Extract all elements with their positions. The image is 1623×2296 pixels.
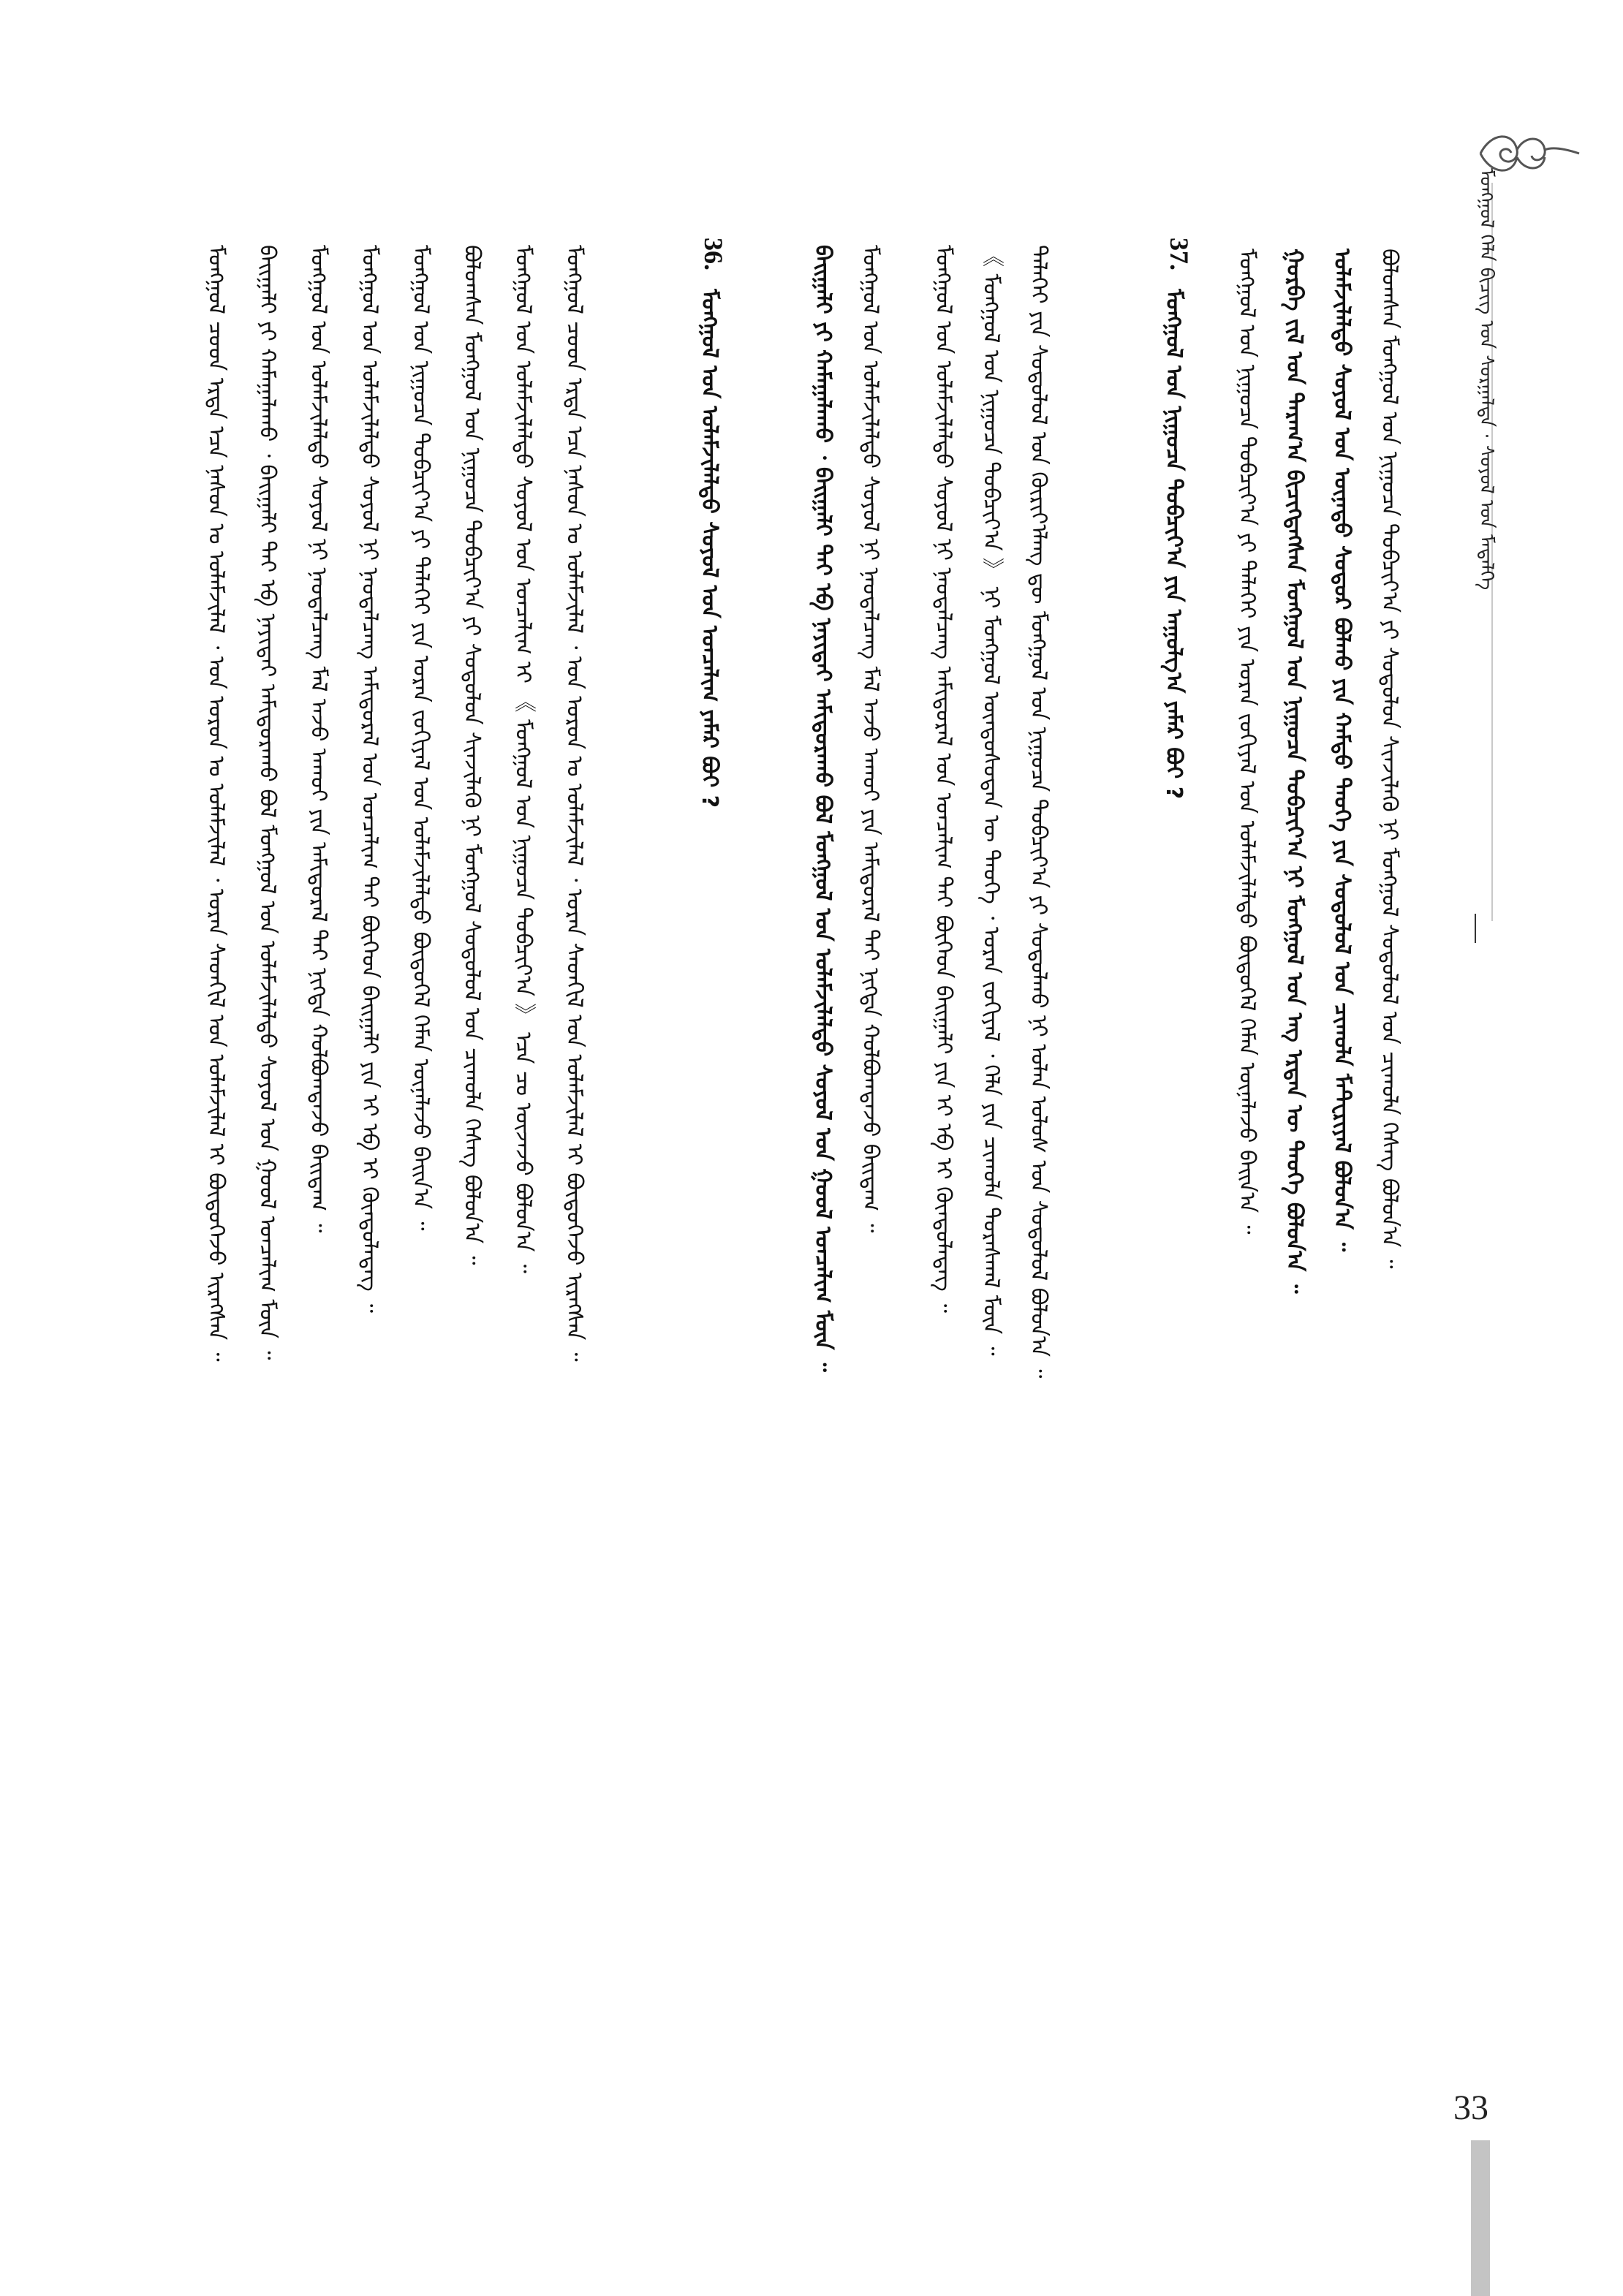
body-column-2: ᠤᠯᠠᠮᠵᠢᠯᠠᠯᠲᠤ ᠰᠣᠶᠣᠯ ᠤᠨ ᠦᠨᠡᠲᠦ ᠰᠤᠳᠤᠷ ᠪᠣᠯᠬᠤ ᠶᠢᠨ ᠬᠠᠮᠲᠤ ᠲᠡᠦᠬᠡ ᠶᠢᠨ ᠰᠤᠳᠤᠯᠤᠯ ᠤᠨ ᠴᠢᠬᠤᠯᠠ ᠮᠠᠲ᠋ᠧᠷᠢᠶᠠᠯ ᠪᠣᠯᠤᠨ᠎ᠠ ᠃	[1329, 249, 1355, 1252]
body-column-11: ᠮᠣᠩᠭᠣᠯ ᠤᠨ ᠤᠯᠠᠮᠵᠢᠯᠠᠯᠲᠤ ᠰᠣᠶᠣᠯ ᠤᠨ ᠣᠨᠴᠠᠯᠢᠭ ᠢ 《 ᠮᠣᠩᠭᠣᠯ ᠤᠨ ᠨᠢᠭᠤᠴᠠ ᠲᠣᠪᠴᠢᠶ᠎ᠠ 》 ᠡᠴᠡ ᠴᠤ ᠦᠵᠡᠵᠦ ᠪᠣᠯᠤᠨ᠎ᠠ ᠃	[510, 245, 536, 1273]
body-column-17: ᠮᠣᠩᠭᠣᠯ ᠴᠤᠳ ᠡᠷᠲᠡ ᠡᠴᠡ ᠨᠠᠰᠤᠨ ᠤ ᠤᠯᠠᠮᠵᠢᠯᠠᠯ ᠂ ᠡᠳ ᠣᠷᠣᠨ ᠤ ᠤᠯᠠᠮᠵᠢᠯᠠᠯ ᠂ ᠤᠷᠠᠨ ᠰᠡᠳᠬᠢᠯ ᠤᠨ ᠤᠯᠠᠮᠵᠢᠯᠠᠯ ᠢ ᠪᠦᠲᠦᠭᠡᠵᠦ ᠢᠷᠡᠭᠰᠡᠨ ᠃	[203, 245, 229, 1362]
body-column-12: ᠪᠣᠯᠤᠭᠰᠠᠨ ᠮᠣᠩᠭᠣᠯ ᠤᠨ ᠨᠢᠭᠤᠴᠠ ᠲᠣᠪᠴᠢᠶ᠎ᠠ ᠶᠢ ᠰᠤᠳᠤᠯᠤᠨ ᠰᠢᠨᠵᠢᠯᠡᠬᠦ ᠨᠢ ᠮᠣᠩᠭᠣᠯ ᠰᠤᠳᠤᠯᠤᠯ ᠤᠨ ᠴᠢᠬᠤᠯᠠ ᠬᠡᠰᠡᠭ ᠪᠣᠯᠤᠨ᠎ᠠ ᠃	[459, 245, 485, 1265]
body-column-13: ᠮᠣᠩᠭᠣᠯ ᠤᠨ ᠨᠢᠭᠤᠴᠠ ᠲᠣᠪᠴᠢᠶ᠎ᠠ ᠶᠢ ᠳᠡᠯᠡᠬᠡᠢ ᠶᠢᠨ ᠤᠷᠠᠨ ᠵᠣᠬᠢᠶᠠᠯ ᠤᠨ ᠤᠯᠠᠮᠵᠢᠯᠠᠯᠲᠤ ᠪᠦᠲᠦᠭᠡᠯ ᠬᠡᠮᠡᠨ ᠦᠨᠡᠯᠡᠵᠦ ᠪᠠᠢᠨ᠎ᠠ ᠃	[408, 245, 434, 1231]
side-tab-marker	[1471, 2140, 1490, 2296]
body-column-6: 《 ᠮᠣᠩᠭᠣᠯ ᠤᠨ ᠨᠢᠭᠤᠴᠠ ᠲᠣᠪᠴᠢᠶ᠎ᠠ 》 ᠨᠢ ᠮᠣᠩᠭᠣᠯ ᠦᠨᠳᠦᠰᠦᠲᠡᠨ ᠦ ᠲᠡᠦᠬᠡ ᠂ ᠤᠷᠠᠨ ᠵᠣᠬᠢᠶᠠᠯ ᠂ ᠬᠡᠯᠡ ᠶᠢᠨ ᠴᠢᠬᠤᠯᠠ ᠳᠤᠷᠠᠰᠬᠠᠯ ᠮᠥᠨ ᠃	[978, 245, 1004, 1356]
body-column-9: ᠪᠠᠢᠭᠠᠯᠢ ᠶᠢ ᠬᠠᠮᠠᠭᠠᠯᠠᠬᠤ ᠂ ᠪᠠᠢᠭᠠᠯᠢ ᠲᠠᠢ ᠡᠪ ᠨᠡᠶᠢᠲᠡᠢ ᠠᠮᠢᠳᠤᠷᠠᠬᠤ ᠪᠣᠯ ᠮᠣᠩᠭᠣᠯ ᠤᠨ ᠤᠯᠠᠮᠵᠢᠯᠠᠯᠲᠤ ᠰᠣᠶᠣᠯ ᠤᠨ ᠭᠣᠣᠯ ᠣᠨᠴᠠᠯᠢᠭ ᠮᠥᠨ ᠃	[810, 245, 836, 1372]
question-36-text: ᠮᠣᠩᠭᠣᠯ ᠤᠨ ᠤᠯᠠᠮᠵᠢᠯᠠᠯᠲᠤ ᠰᠣᠶᠣᠯ ᠤᠨ ᠣᠨᠴᠠᠯᠢᠭ ᠶᠠᠮᠠᠷ ᠪᠣᠢ ?	[697, 289, 722, 808]
question-36-number: 36.	[699, 238, 728, 270]
body-column-14: ᠮᠣᠩᠭᠣᠯ ᠤᠨ ᠤᠯᠠᠮᠵᠢᠯᠠᠯᠲᠤ ᠰᠣᠶᠣᠯ ᠨᠢ ᠨᠡᠦᠳᠡᠯᠴᠡᠩ ᠠᠮᠢᠳᠤᠷᠠᠯ ᠤᠨ ᠣᠨᠴᠠᠯᠢᠭ ᠲᠠᠢ ᠪᠥᠭᠡᠳ ᠪᠠᠢᠭᠠᠯᠢ ᠶᠢᠨ ᠡᠶ ᠡᠪ ᠢ ᠬᠦᠨᠳᠦᠯᠡᠳᠡᠭ ᠃	[357, 245, 382, 1313]
body-column-5: ᠳᠡᠯᠡᠬᠡᠢ ᠶᠢᠨ ᠰᠤᠳᠤᠯᠤᠯ ᠤᠨ ᠬᠦᠷᠢᠶ᠎ᠡᠯᠡᠩ ᠳᠦ ᠮᠣᠩᠭᠣᠯ ᠤᠨ ᠨᠢᠭᠤᠴᠠ ᠲᠣᠪᠴᠢᠶ᠎ᠠ ᠶᠢ ᠰᠤᠳᠤᠯᠬᠤ ᠨᠢ ᠣᠯᠠᠨ ᠤᠯᠤᠰ ᠤᠨ ᠰᠤᠳᠤᠯᠤᠯ ᠪᠣᠯᠤᠨ᠎ᠠ ᠃	[1026, 245, 1051, 1379]
body-column-7: ᠮᠣᠩᠭᠣᠯ ᠤᠨ ᠤᠯᠠᠮᠵᠢᠯᠠᠯᠲᠤ ᠰᠣᠶᠣᠯ ᠨᠢ ᠨᠡᠦᠳᠡᠯᠴᠡᠩ ᠠᠮᠢᠳᠤᠷᠠᠯ ᠤᠨ ᠣᠨᠴᠠᠯᠢᠭ ᠲᠠᠢ ᠪᠥᠭᠡᠳ ᠪᠠᠢᠭᠠᠯᠢ ᠶᠢᠨ ᠡᠶ ᠡᠪ ᠢ ᠬᠦᠨᠳᠦᠯᠡᠳᠡᠭ ᠃	[931, 245, 956, 1313]
body-column-3: ᠭᠤᠷᠪᠠ ᠵᠢᠯ ᠤᠨ ᠳᠠᠷᠠᠭ᠎ᠠ ᠪᠢᠴᠢᠭᠳᠡᠭᠰᠡᠨ ᠮᠣᠩᠭᠣᠯ ᠤᠨ ᠨᠢᠭᠤᠴᠠ ᠲᠣᠪᠴᠢᠶ᠎ᠠ ᠨᠢ ᠮᠣᠩᠭᠣᠯ ᠤᠨ ᠡᠩ ᠡᠷᠲᠡᠨ ᠦ ᠲᠡᠦᠬᠡ ᠪᠣᠯᠤᠨ᠎ᠠ ᠃	[1282, 249, 1307, 1294]
running-header: ᠮᠣᠩᠭᠣᠯ ᠬᠡᠯᠡ ᠪᠢᠴᠢᠭ᠌ ᠤᠨ ᠰᠤᠷᠭᠠᠯᠲᠠ · ᠰᠣᠶᠣᠯ ᠤᠨ ᠮᠡᠳᠡᠯᠭᠡ	[1475, 168, 1497, 591]
body-column-10: ᠮᠣᠩᠭᠣᠯ ᠴᠤᠳ ᠡᠷᠲᠡ ᠡᠴᠡ ᠨᠠᠰᠤᠨ ᠤ ᠤᠯᠠᠮᠵᠢᠯᠠᠯ ᠂ ᠡᠳ ᠣᠷᠣᠨ ᠤ ᠤᠯᠠᠮᠵᠢᠯᠠᠯ ᠂ ᠤᠷᠠᠨ ᠰᠡᠳᠬᠢᠯ ᠤᠨ ᠤᠯᠠᠮᠵᠢᠯᠠᠯ ᠢ ᠪᠦᠲᠦᠭᠡᠵᠦ ᠢᠷᠡᠭᠰᠡᠨ ᠃	[561, 245, 587, 1362]
body-column-1: ᠪᠣᠯᠤᠭᠰᠠᠨ ᠮᠣᠩᠭᠣᠯ ᠤᠨ ᠨᠢᠭᠤᠴᠠ ᠲᠣᠪᠴᠢᠶ᠎ᠠ ᠶᠢ ᠰᠤᠳᠤᠯᠤᠨ ᠰᠢᠨᠵᠢᠯᠡᠬᠦ ᠨᠢ ᠮᠣᠩᠭᠣᠯ ᠰᠤᠳᠤᠯᠤᠯ ᠤᠨ ᠴᠢᠬᠤᠯᠠ ᠬᠡᠰᠡᠭ ᠪᠣᠯᠤᠨ᠎ᠠ ᠃	[1377, 249, 1402, 1269]
page-number: 33	[1453, 2088, 1488, 2127]
body-column-15: ᠮᠣᠩᠭᠣᠯ ᠤᠨ ᠤᠯᠠᠮᠵᠢᠯᠠᠯᠲᠤ ᠰᠣᠶᠣᠯ ᠨᠢ ᠨᠡᠦᠳᠡᠯᠴᠡᠩ ᠮᠠᠯ ᠠᠵᠤ ᠠᠬᠤᠢ ᠶᠢᠨ ᠠᠮᠢᠳᠤᠷᠠᠯ ᠲᠠᠢ ᠨᠢᠭᠲᠡ ᠬᠣᠯᠪᠣᠭᠳᠠᠵᠤ ᠪᠠᠢᠳᠠᠭ ᠃	[306, 245, 331, 1233]
body-column-4: ᠮᠣᠩᠭᠣᠯ ᠤᠨ ᠨᠢᠭᠤᠴᠠ ᠲᠣᠪᠴᠢᠶ᠎ᠠ ᠶᠢ ᠳᠡᠯᠡᠬᠡᠢ ᠶᠢᠨ ᠤᠷᠠᠨ ᠵᠣᠬᠢᠶᠠᠯ ᠤᠨ ᠤᠯᠠᠮᠵᠢᠯᠠᠯᠲᠤ ᠪᠦᠲᠦᠭᠡᠯ ᠬᠡᠮᠡᠨ ᠦᠨᠡᠯᠡᠵᠦ ᠪᠠᠢᠨ᠎ᠠ ᠃	[1234, 249, 1260, 1235]
question-37-number: 37.	[1165, 238, 1194, 270]
question-37-text: ᠮᠣᠩᠭᠣᠯ ᠤᠨ ᠨᠢᠭᠤᠴᠠ ᠲᠣᠪᠴᠢᠶ᠎ᠠ ᠶᠢᠨ ᠠᠭᠤᠯᠭ᠎ᠠ ᠶᠠᠮᠠᠷ ᠪᠣᠢ ?	[1161, 289, 1187, 800]
body-column-8: ᠮᠣᠩᠭᠣᠯ ᠤᠨ ᠤᠯᠠᠮᠵᠢᠯᠠᠯᠲᠤ ᠰᠣᠶᠣᠯ ᠨᠢ ᠨᠡᠦᠳᠡᠯᠴᠡᠩ ᠮᠠᠯ ᠠᠵᠤ ᠠᠬᠤᠢ ᠶᠢᠨ ᠠᠮᠢᠳᠤᠷᠠᠯ ᠲᠠᠢ ᠨᠢᠭᠲᠡ ᠬᠣᠯᠪᠣᠭᠳᠠᠵᠤ ᠪᠠᠢᠳᠠᠭ ᠃	[858, 245, 883, 1233]
body-column-16: ᠪᠠᠢᠭᠠᠯᠢ ᠶᠢ ᠬᠠᠮᠠᠭᠠᠯᠠᠬᠤ ᠂ ᠪᠠᠢᠭᠠᠯᠢ ᠲᠠᠢ ᠡᠪ ᠨᠡᠶᠢᠲᠡᠢ ᠠᠮᠢᠳᠤᠷᠠᠬᠤ ᠪᠣᠯ ᠮᠣᠩᠭᠣᠯ ᠤᠨ ᠤᠯᠠᠮᠵᠢᠯᠠᠯᠲᠤ ᠰᠣᠶᠣᠯ ᠤᠨ ᠭᠣᠣᠯ ᠣᠨᠴᠠᠯᠢᠭ ᠮᠥᠨ ᠃	[254, 245, 280, 1360]
